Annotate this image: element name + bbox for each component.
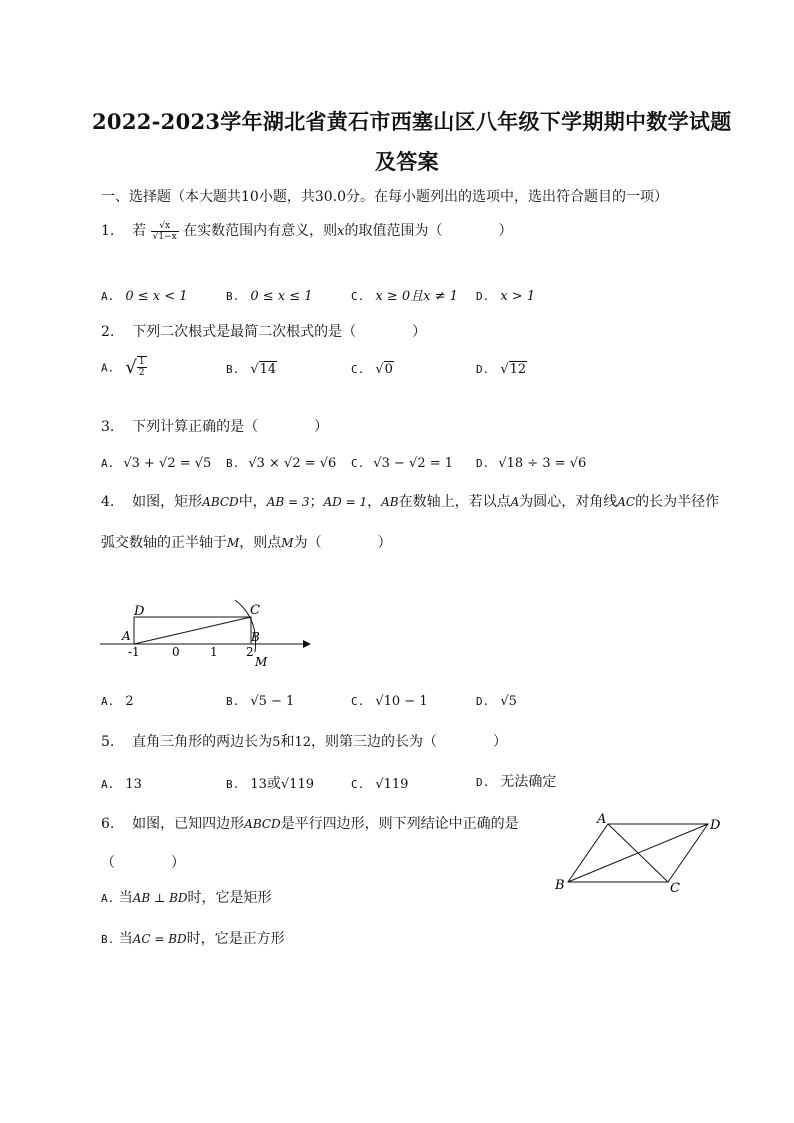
section-heading: 一、选择题（本大题共10小题，共30.0分。在每小题列出的选项中，选出符合题目的一项） [101,189,668,205]
math-variable: x [337,224,345,239]
option-math: 0 ≤ x < 1 [125,289,188,304]
diagonal-ac [134,617,251,644]
option-letter: B. [226,695,240,708]
option-c[interactable] [351,358,394,377]
option-b[interactable] [101,928,285,948]
page-title-line2: 及答案 [375,149,439,174]
option-a[interactable] [101,452,211,471]
question-text: ，则第三边的长为（ ） [311,734,507,750]
label-a: A [122,629,131,643]
question-text: 的取值范围为（ ） [344,223,513,239]
label-d: D [710,818,721,833]
sqrt-icon: √ [500,362,509,377]
option-a[interactable] [101,690,134,709]
question-text: 中， [238,494,267,510]
math-variable: AC [617,495,636,509]
option-text: 无法确定 [500,774,557,790]
question-text: 在数轴上，若以点 [398,494,511,510]
option-math: 0 [384,362,393,377]
option-text: 时，它是正方形 [186,931,285,947]
math-variable: AB [381,495,399,509]
question-4-line2 [101,532,392,552]
option-c[interactable] [351,690,428,709]
option-c[interactable] [351,773,408,792]
question-text: 为圆心，对角线 [519,494,618,510]
tick-label: 0 [172,645,180,659]
question-text: 是平行四边形，则下列结论中正确的是 [280,816,519,832]
label-b: B [555,878,565,893]
option-math: AB ⊥ BD [132,891,188,905]
page-title: 2022-2023学年湖北省黄石市西塞山区八年级下学期期中数学试题 [92,109,732,134]
option-letter: D. [476,457,490,470]
question-text: 如图，已知四边形 [132,816,245,832]
question-text: 如图，矩形 [132,494,203,510]
question-text: 下列二次根式是最简二次根式的是（ ） [132,324,427,340]
tick-label: -1 [128,645,140,659]
label-b: B [251,630,260,644]
option-math: 12 [509,362,527,377]
math-variable: A [510,495,520,509]
option-d[interactable] [476,690,517,709]
option-d[interactable] [476,358,527,377]
fraction-numerator: 1 [138,357,145,367]
question-number: 1. [101,223,115,239]
option-math: 0 ≤ x ≤ 1 [250,289,313,304]
option-letter: D. [476,776,490,789]
fraction [137,356,147,378]
option-b[interactable] [226,690,294,709]
question-5 [101,731,507,751]
option-text: 当 [118,931,133,947]
option-a[interactable] [101,887,272,907]
option-math: √3 × √2 = √6 [248,456,337,471]
math-variable: AB = 3 [266,495,310,509]
option-math: AC = BD [132,932,187,946]
question-text: ，则点 [239,535,282,551]
label-a: A [597,812,607,827]
option-letter: C. [351,457,365,470]
label-m: M [255,655,268,669]
option-letter: B. [226,363,240,376]
parallelogram-figure [550,808,730,900]
option-letter: D. [476,290,490,303]
question-6-paren: （ ） [101,855,185,871]
diagonal-bd [568,824,708,882]
option-math: 13 [250,777,267,792]
math-variable: ABCD [202,495,239,509]
math-variable: M [227,536,240,550]
option-d[interactable] [476,285,535,304]
question-text: 弧交数轴的正半轴于 [101,535,227,551]
option-letter: B. [226,457,240,470]
option-b[interactable] [226,358,277,377]
question-4 [101,491,719,511]
question-text: ， [367,494,382,510]
question-number: 5. [101,734,115,750]
math-variable: ABCD [244,817,281,831]
option-math: √119 [280,777,314,792]
option-b[interactable] [226,285,313,304]
option-text: 当 [118,890,133,906]
option-math: x ≥ 0且x ≠ 1 [375,289,458,304]
option-letter: B. [226,290,240,303]
sqrt-icon: √ [250,362,259,377]
option-letter: C. [351,363,365,376]
option-text: 或 [266,776,281,792]
option-letter: A. [101,778,115,791]
option-a[interactable] [101,285,188,304]
question-text: 直角三角形的两边长为 [132,734,273,750]
question-number: 4. [101,494,115,510]
label-c: C [250,603,260,618]
option-letter: A. [101,457,115,470]
option-math: 14 [259,362,277,377]
option-letter: A. [101,695,115,708]
option-b[interactable] [226,452,336,471]
option-a[interactable] [101,356,147,378]
option-letter: B. [226,778,240,791]
tick-label: 2 [246,645,254,659]
option-letter: A. [101,892,115,905]
option-math: √5 − 1 [250,694,295,709]
option-math: √119 [375,777,409,792]
math-number: 5 [272,735,281,750]
option-letter: A. [101,361,115,375]
math-variable: M [281,536,294,550]
label-d: D [134,604,145,619]
question-1 [101,220,513,242]
question-text: 的长为半径作 [635,494,720,510]
option-letter: C. [351,290,365,303]
fraction-denominator: √1−x [152,231,177,242]
option-letter: D. [476,695,490,708]
question-3 [101,416,328,436]
option-math: √18 ÷ 3 = √6 [498,456,587,471]
question-text: ； [309,494,324,510]
question-number: 6. [101,816,115,832]
question-text: 若 [132,223,147,239]
question-text: 和 [280,734,295,750]
question-text: 下列计算正确的是（ ） [132,419,329,435]
fraction [151,221,179,242]
number-line-figure [95,596,315,674]
question-text: 为（ ） [293,535,392,551]
sqrt-icon: √ [125,356,137,378]
option-math: √5 [500,694,517,709]
option-b[interactable] [226,773,314,793]
question-2 [101,321,426,341]
tick-label: 1 [210,645,218,659]
option-d[interactable] [476,452,586,471]
option-math: √3 − √2 = 1 [373,456,454,471]
option-math: √3 + √2 = √5 [123,456,212,471]
option-text: 时，它是矩形 [187,890,272,906]
math-number: 12 [294,735,311,750]
option-letter: A. [101,290,115,303]
question-number: 2. [101,324,115,340]
option-d[interactable] [476,771,556,791]
option-c[interactable] [351,452,453,471]
label-c: C [670,881,680,896]
option-math: 13 [125,777,142,792]
option-letter: C. [351,778,365,791]
option-math: x > 1 [500,289,536,304]
option-letter: B. [101,933,115,946]
option-letter: C. [351,695,365,708]
fraction-denominator: 2 [138,368,145,378]
math-variable: AD = 1 [323,495,368,509]
option-c[interactable] [351,285,458,304]
question-number: 3. [101,419,115,435]
option-math: √10 − 1 [375,694,428,709]
option-math: 2 [125,694,134,709]
option-letter: D. [476,363,490,376]
arrow-icon [303,640,311,648]
option-a[interactable] [101,773,142,792]
question-6 [101,813,519,833]
sqrt-icon: √ [375,362,384,377]
fraction-numerator: √x [151,221,179,232]
question-text: 在实数范围内有意义，则 [183,223,338,239]
